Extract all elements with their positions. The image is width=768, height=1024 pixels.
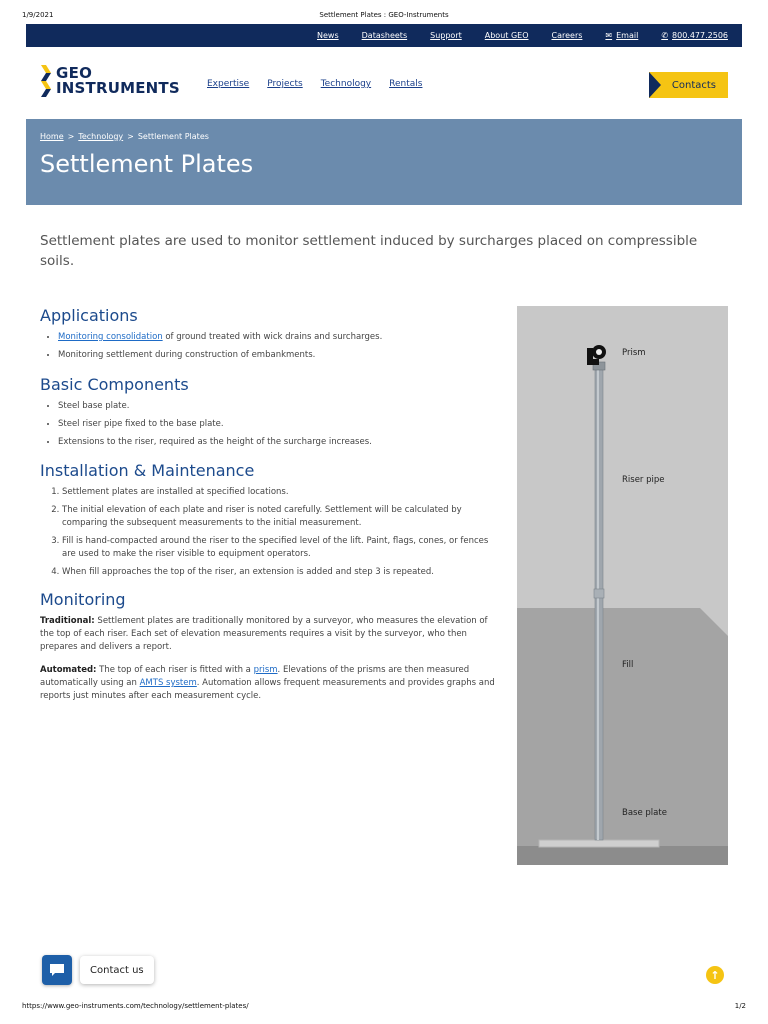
applications-list	[40, 331, 495, 362]
installation-heading: Installation & Maintenance	[40, 461, 255, 480]
nav-rentals[interactable]: Rentals	[389, 79, 423, 89]
automated-text: . Elevations of the prisms are then measured automatically using an	[40, 665, 470, 688]
primary-nav	[207, 79, 422, 89]
print-url: https://www.geo-instruments.com/technology/settlement-plates/	[22, 1002, 249, 1010]
list-item: • Steel base plate.	[58, 400, 495, 413]
list-item: 2. The initial elevation of each plate and riser is noted carefully. Settlement will be calculated by comparing the subsequent measurements to the initial measurement.	[62, 504, 495, 530]
amts-system-link[interactable]: AMTS system	[139, 678, 197, 688]
traditional-paragraph	[40, 615, 495, 654]
logo-text-instruments: INSTRUMENTS	[56, 79, 180, 97]
utility-link-support[interactable]: Support	[430, 31, 462, 40]
automated-paragraph	[40, 664, 495, 703]
chat-button[interactable]	[42, 955, 72, 985]
page-title: Settlement Plates	[40, 150, 254, 178]
installation-list	[40, 486, 495, 579]
ground-layer	[517, 846, 728, 865]
riser-coupling	[594, 589, 604, 598]
diagram-label-prism: Prism	[622, 348, 646, 358]
list-item: • Extensions to the riser, required as the height of the surcharge increases.	[58, 436, 495, 449]
utility-link-about[interactable]: About GEO	[484, 31, 529, 40]
list-item: • Steel riser pipe fixed to the base plate.	[58, 418, 495, 431]
automated-label: Automated:	[40, 665, 97, 675]
list-item: • Monitoring settlement during construction of embankments.	[58, 349, 495, 362]
logo-text-geo: GEO	[56, 64, 93, 82]
contacts-label: Contacts	[671, 79, 716, 91]
applications-section	[40, 306, 495, 367]
applications-heading: Applications	[40, 306, 138, 325]
email-label: Email	[616, 31, 639, 40]
utility-bar	[26, 24, 742, 47]
main-nav	[26, 47, 742, 119]
utility-link-datasheets[interactable]: Datasheets	[361, 31, 408, 40]
prism-link[interactable]: prism	[253, 665, 278, 675]
diagram-label-base: Base plate	[622, 808, 667, 818]
diagram-label-riser: Riser pipe	[622, 475, 665, 485]
automated-text: The top of each riser is fitted with a	[96, 665, 254, 675]
utility-link-news[interactable]: News	[317, 31, 339, 40]
list-item: 1. Settlement plates are installed at specified locations.	[62, 486, 495, 499]
traditional-label: Traditional:	[40, 616, 95, 626]
monitoring-consolidation-link[interactable]: Monitoring consolidation	[58, 332, 163, 342]
contacts-button[interactable]	[649, 72, 728, 98]
components-heading: Basic Components	[40, 375, 189, 394]
breadcrumb-technology[interactable]: Technology	[78, 132, 124, 141]
base-plate	[539, 840, 659, 847]
components-section	[40, 375, 495, 454]
breadcrumb-separator: >	[127, 132, 134, 141]
traditional-text: Settlement plates are traditionally monitored by a surveyor, who measures the elevation of the top of each riser. Each set of elevation measurements requires a visit by the surveyor, who then prepares and delivers a report.	[40, 616, 488, 652]
nav-projects[interactable]: Projects	[267, 79, 303, 89]
utility-link-careers[interactable]: Careers	[551, 31, 583, 40]
site-logo[interactable]	[39, 65, 189, 99]
fill-layer	[517, 608, 728, 865]
contacts-arrow-icon	[649, 72, 661, 98]
automated-text: . Automation allows frequent measurements and provides graphs and reports just minutes after each measurement cycle.	[40, 678, 495, 701]
intro-text: Settlement plates are used to monitor settlement induced by surcharges placed on compressible soils.	[40, 233, 698, 269]
list-item-text: of ground treated with wick drains and surcharges.	[162, 332, 383, 342]
contact-us-button[interactable]: Contact us	[80, 956, 154, 984]
settlement-plate-diagram	[517, 306, 728, 865]
breadcrumb	[40, 132, 209, 141]
list-item	[58, 331, 495, 344]
page-hero	[26, 119, 742, 205]
diagram-label-fill: Fill	[622, 660, 634, 670]
monitoring-section	[40, 590, 495, 713]
print-footer	[0, 1000, 768, 1024]
print-page-number: 1/2	[734, 1002, 746, 1010]
nav-expertise[interactable]: Expertise	[207, 79, 250, 89]
list-item: 4. When fill approaches the top of the riser, an extension is added and step 3 is repeated.	[62, 566, 495, 579]
breadcrumb-separator: >	[67, 132, 75, 141]
list-item: 3. Fill is hand-compacted around the riser to the specified level of the lift. Paint, flags, cones, or fences are used to make the riser visible to equipment operators.	[62, 535, 495, 561]
phone-label: 800.477.2506	[672, 31, 728, 40]
phone-icon: ✆	[661, 31, 669, 40]
scroll-top-button[interactable]	[706, 966, 724, 984]
components-list	[40, 400, 495, 449]
envelope-icon: ✉	[605, 31, 613, 40]
monitoring-heading: Monitoring	[40, 590, 126, 609]
print-title: Settlement Plates : GEO-Instruments	[319, 11, 449, 19]
breadcrumb-current: Settlement Plates	[137, 132, 209, 141]
utility-links	[317, 24, 728, 47]
utility-link-email[interactable]	[605, 31, 638, 40]
breadcrumb-home[interactable]: Home	[40, 132, 64, 141]
installation-section	[40, 461, 495, 584]
print-header	[0, 0, 768, 24]
print-date: 1/9/2021	[22, 11, 54, 19]
arrow-up-icon: ↑	[710, 968, 720, 982]
utility-link-phone[interactable]	[661, 31, 728, 40]
nav-technology[interactable]: Technology	[320, 79, 372, 89]
diagram-illustration	[517, 306, 728, 865]
logo-mark-icon	[39, 65, 53, 97]
chat-icon	[49, 963, 65, 977]
